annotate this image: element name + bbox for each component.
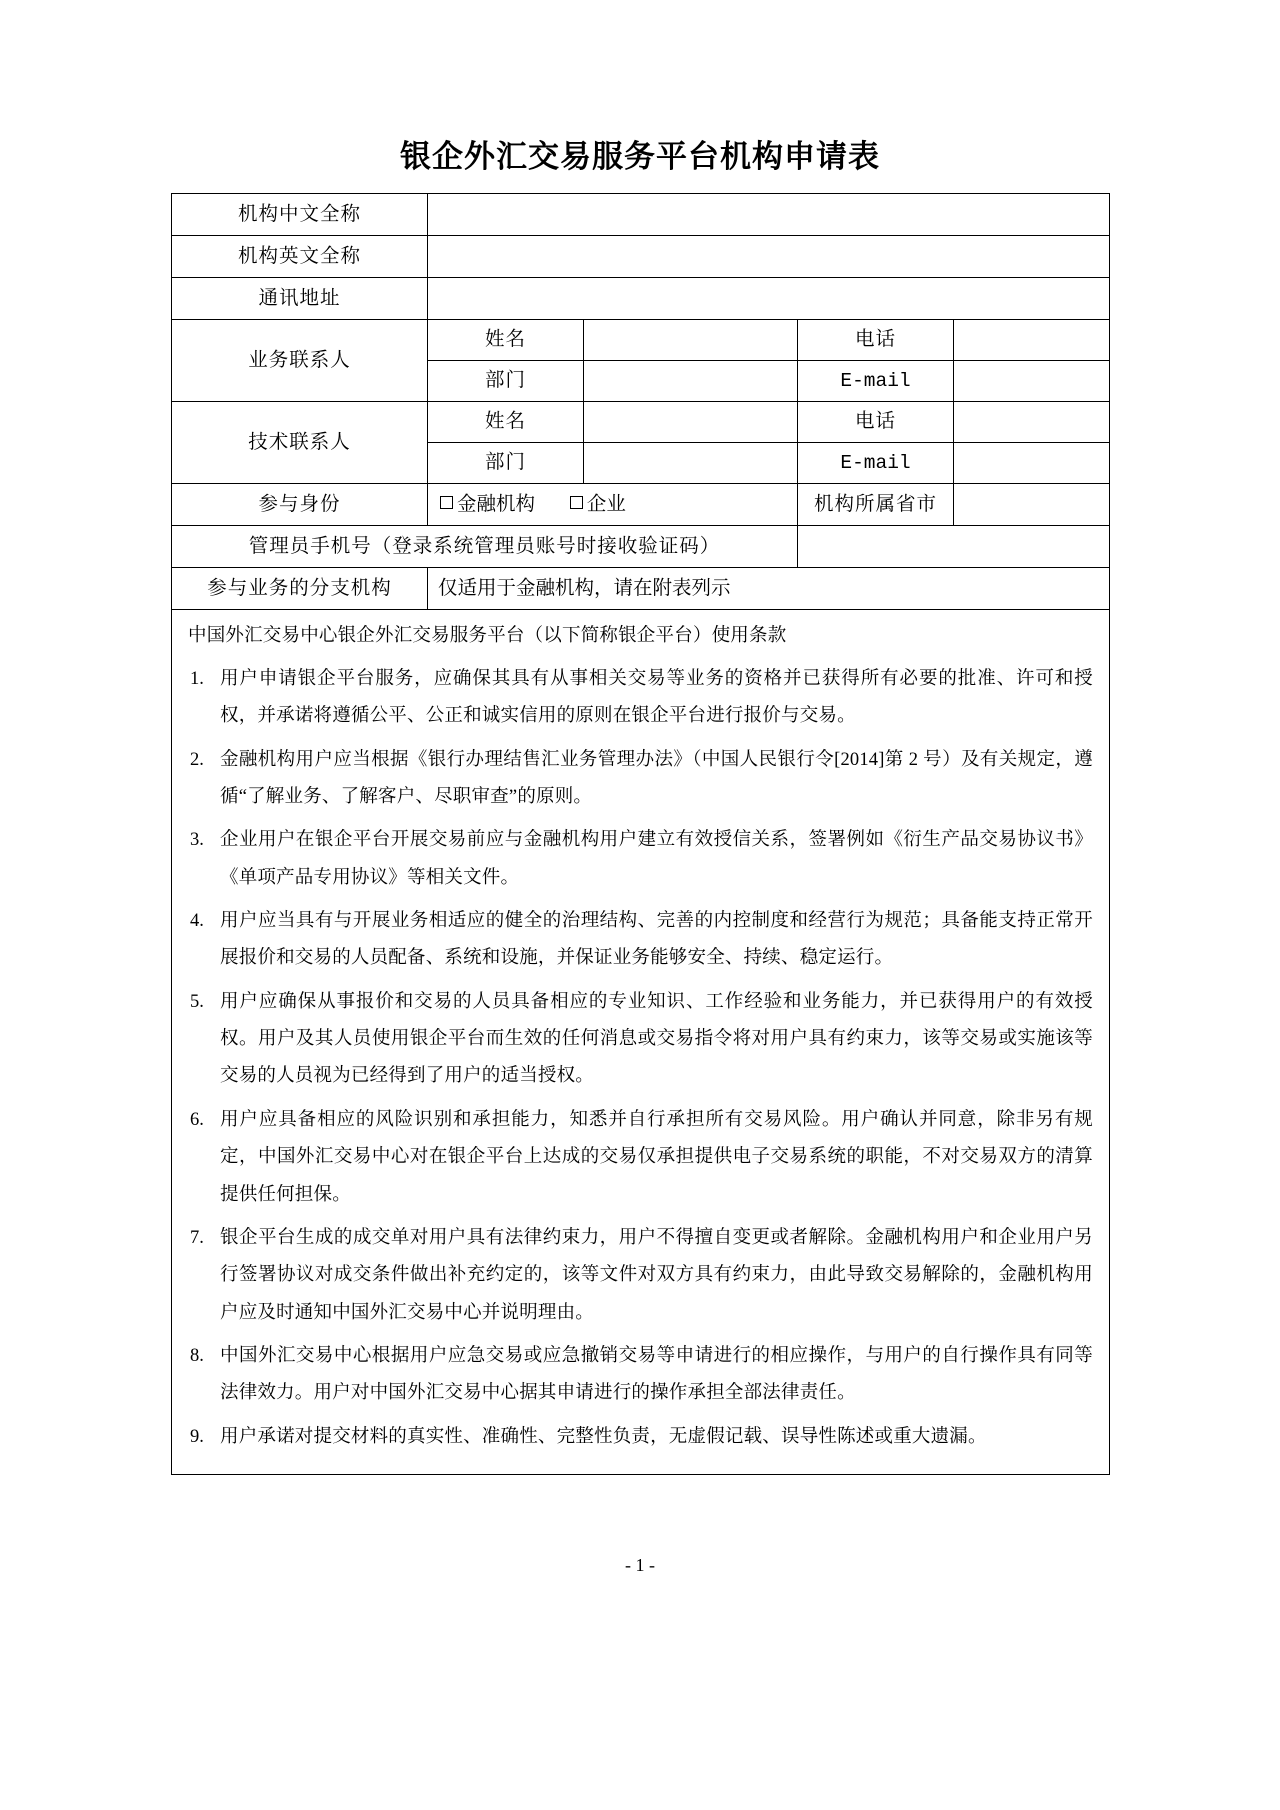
business-contact-name-field[interactable] xyxy=(584,320,798,361)
table-row xyxy=(172,236,1110,278)
term-number: 8. xyxy=(190,1345,204,1366)
identity-options xyxy=(428,484,798,526)
table-row xyxy=(172,278,1110,320)
table-row xyxy=(172,194,1110,236)
business-contact-label: 业务联系人 xyxy=(172,320,428,402)
table-row xyxy=(172,568,1110,610)
term-text: 企业用户在银企平台开展交易前应与金融机构用户建立有效授信关系，签署例如《衍生产品交易协议书》《单项产品专用协议》等相关文件。 xyxy=(220,830,1093,888)
table-row xyxy=(172,484,1110,526)
term-number: 2. xyxy=(190,749,204,770)
province-city-field[interactable] xyxy=(954,484,1110,526)
application-form xyxy=(171,193,1109,1475)
list-item xyxy=(186,1102,1093,1214)
list-item xyxy=(186,1419,1093,1456)
address-field[interactable] xyxy=(428,278,1110,320)
checkbox-enterprise[interactable] xyxy=(570,493,626,517)
org-name-en-field[interactable] xyxy=(428,236,1110,278)
tech-contact-email-field[interactable] xyxy=(954,443,1110,484)
table-row xyxy=(172,320,1110,361)
tech-contact-name-label: 姓名 xyxy=(428,402,584,443)
terms-heading: 中国外汇交易中心银企外汇交易服务平台（以下简称银企平台）使用条款 xyxy=(188,626,787,647)
address-label: 通讯地址 xyxy=(172,278,428,320)
tech-contact-label: 技术联系人 xyxy=(172,402,428,484)
branch-label: 参与业务的分支机构 xyxy=(172,568,428,610)
branch-note: 仅适用于金融机构，请在附表列示 xyxy=(428,568,1110,610)
admin-phone-field[interactable] xyxy=(798,526,1110,568)
term-number: 7. xyxy=(190,1227,204,1248)
business-contact-phone-label: 电话 xyxy=(798,320,954,361)
term-text: 金融机构用户应当根据《银行办理结售汇业务管理办法》（中国人民银行令[2014]第 2 号）及有关规定，遵循“了解业务、了解客户、尽职审查”的原则。 xyxy=(220,749,1093,807)
org-name-en-label: 机构英文全称 xyxy=(172,236,428,278)
business-contact-name-label: 姓名 xyxy=(428,320,584,361)
tech-contact-phone-label: 电话 xyxy=(798,402,954,443)
tech-contact-name-field[interactable] xyxy=(584,402,798,443)
list-item xyxy=(186,742,1093,817)
list-item xyxy=(186,1220,1093,1332)
checkbox-financial-institution[interactable] xyxy=(440,493,535,517)
term-text: 中国外汇交易中心根据用户应急交易或应急撤销交易等申请进行的相应操作，与用户的自行操作具有同等法律效力。用户对中国外汇交易中心据其申请进行的操作承担全部法律责任。 xyxy=(220,1345,1093,1404)
list-item xyxy=(186,984,1093,1096)
business-contact-dept-label: 部门 xyxy=(428,361,584,402)
list-item xyxy=(186,661,1093,736)
application-form-table xyxy=(171,193,1110,1475)
identity-option-financial-label: 金融机构 xyxy=(457,493,536,515)
list-item xyxy=(186,1338,1093,1413)
identity-option-enterprise-label: 企业 xyxy=(586,493,626,515)
identity-label: 参与身份 xyxy=(172,484,428,526)
term-text: 用户承诺对提交材料的真实性、准确性、完整性负责，无虚假记载、误导性陈述或重大遗漏。 xyxy=(220,1426,987,1447)
term-text: 用户应具备相应的风险识别和承担能力，知悉并自行承担所有交易风险。用户确认并同意，除非另有规定，中国外汇交易中心对在银企平台上达成的交易仅承担提供电子交易系统的职能，不对交易双方的清算提供任何担保。 xyxy=(220,1109,1093,1205)
list-item xyxy=(186,822,1093,897)
term-text: 银企平台生成的成交单对用户具有法律约束力，用户不得擅自变更或者解除。金融机构用户和企业用户另行签署协议对成交条件做出补充约定的，该等文件对双方具有约束力，由此导致交易解除的，金融机构用户应及时通知中国外汇交易中心并说明理由。 xyxy=(220,1227,1093,1323)
term-number: 1. xyxy=(190,668,204,689)
term-number: 3. xyxy=(190,830,204,851)
business-contact-email-field[interactable] xyxy=(954,361,1110,402)
checkbox-icon[interactable] xyxy=(440,496,453,509)
table-row xyxy=(172,610,1110,1475)
tech-contact-dept-field[interactable] xyxy=(584,443,798,484)
tech-contact-phone-field[interactable] xyxy=(954,402,1110,443)
term-text: 用户应确保从事报价和交易的人员具备相应的专业知识、工作经验和业务能力，并已获得用户的有效授权。用户及其人员使用银企平台而生效的任何消息或交易指令将对用户具有约束力，该等交易或实施该等交易的人员视为已经得到了用户的适当授权。 xyxy=(220,991,1093,1087)
business-contact-phone-field[interactable] xyxy=(954,320,1110,361)
term-number: 4. xyxy=(190,911,204,932)
admin-phone-label: 管理员手机号（登录系统管理员账号时接收验证码） xyxy=(172,526,798,568)
term-number: 5. xyxy=(190,991,204,1012)
org-name-cn-label: 机构中文全称 xyxy=(172,194,428,236)
term-text: 用户申请银企平台服务，应确保其具有从事相关交易等业务的资格并已获得所有必要的批准、许可和授权，并承诺将遵循公平、公正和诚实信用的原则在银企平台进行报价与交易。 xyxy=(220,668,1093,727)
org-name-cn-field[interactable] xyxy=(428,194,1110,236)
checkbox-icon[interactable] xyxy=(570,496,583,509)
province-city-label: 机构所属省市 xyxy=(798,484,954,526)
business-contact-dept-field[interactable] xyxy=(584,361,798,402)
terms-list xyxy=(186,661,1093,1456)
tech-contact-dept-label: 部门 xyxy=(428,443,584,484)
table-row xyxy=(172,402,1110,443)
term-number: 6. xyxy=(190,1109,204,1130)
term-number: 9. xyxy=(190,1426,204,1447)
tech-contact-email-label: E-mail xyxy=(798,443,954,484)
business-contact-email-label: E-mail xyxy=(798,361,954,402)
list-item xyxy=(186,903,1093,978)
term-text: 用户应当具有与开展业务相适应的健全的治理结构、完善的内控制度和经营行为规范；具备能支持正常开展报价和交易的人员配备、系统和设施，并保证业务能够安全、持续、稳定运行。 xyxy=(220,911,1093,969)
page-title: 银企外汇交易服务平台机构申请表 xyxy=(400,139,880,174)
table-row xyxy=(172,526,1110,568)
page-number: - 1 - xyxy=(625,1555,655,1575)
terms-section xyxy=(172,610,1110,1475)
